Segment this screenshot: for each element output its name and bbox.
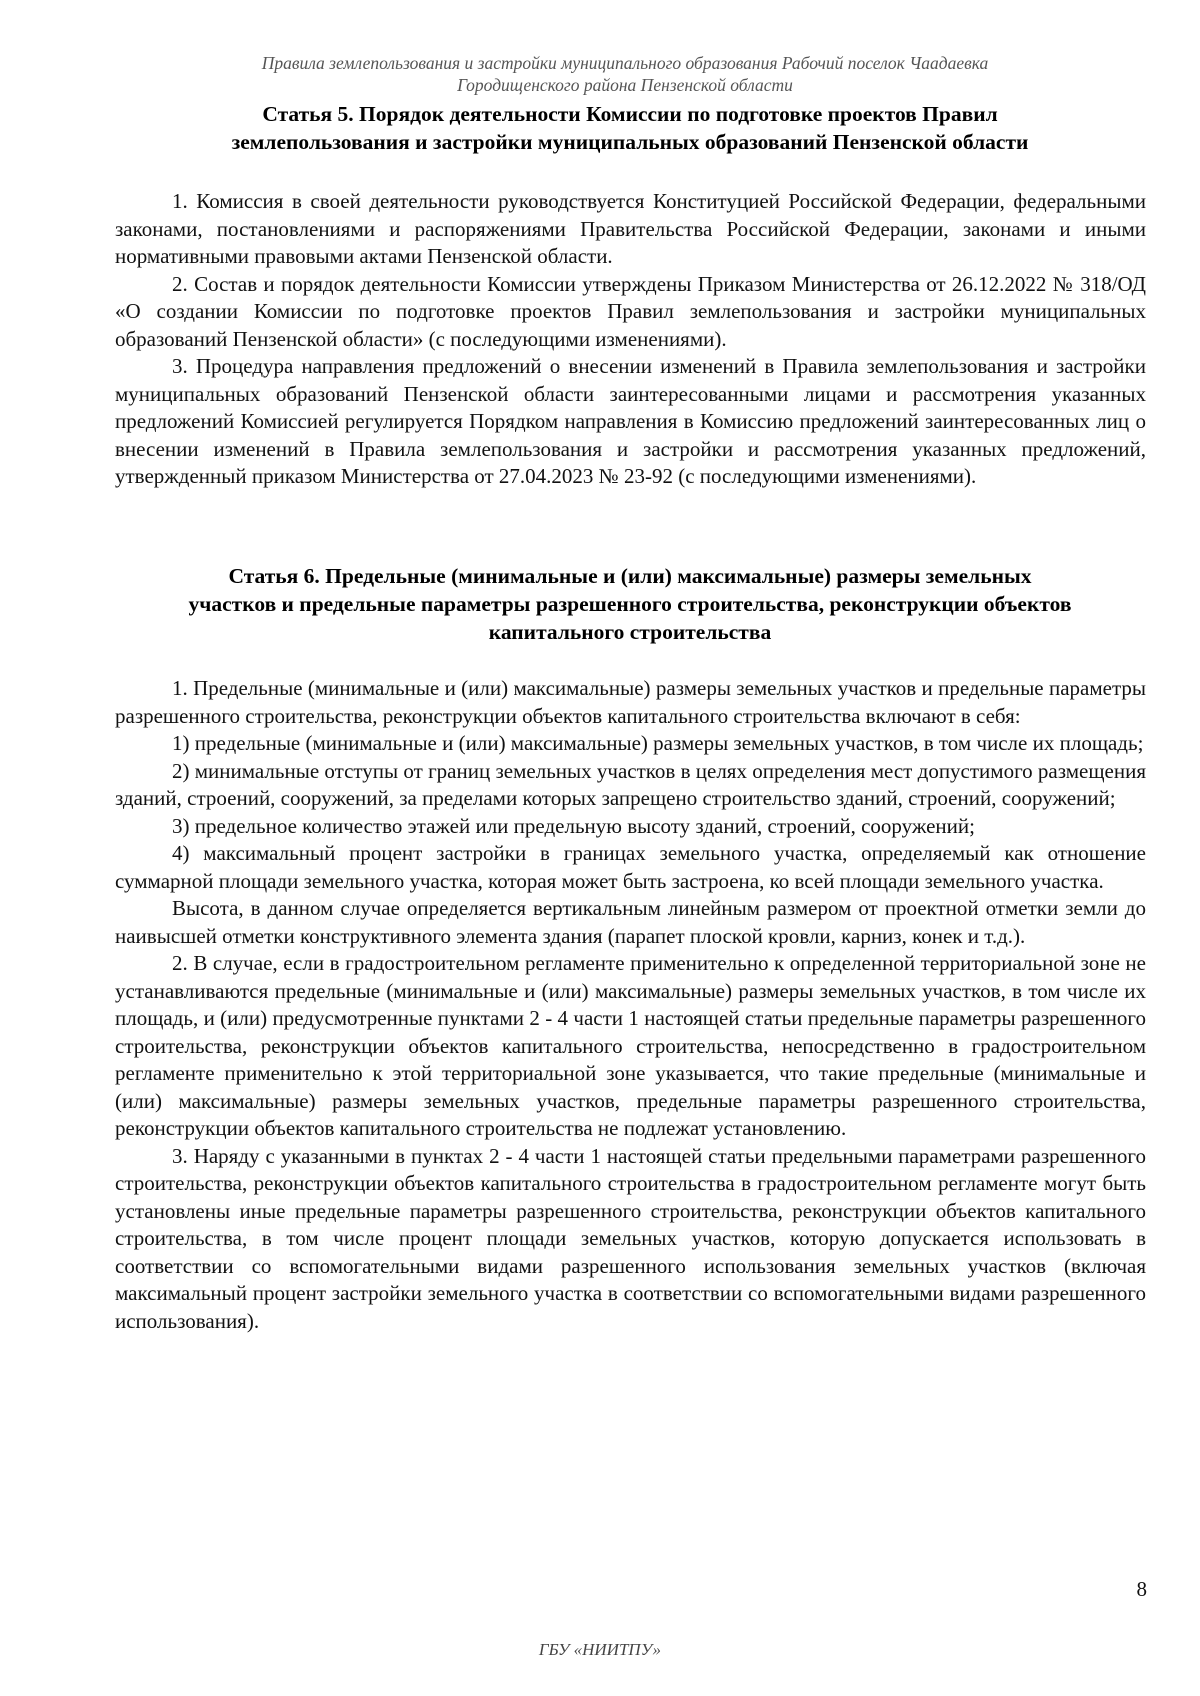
paragraph: 2. Состав и порядок деятельности Комиссии утверждены Приказом Министерства от 26.12.2022 № 318/ОД «О создании Комиссии по подготовке проектов Правил землепользования и застройки муниципальных образований Пензенской области» (с последующими изменениями). <box>115 271 1146 351</box>
list-item: 2) минимальные отступы от границ земельных участков в целях определения мест допустимого размещения зданий, строений, сооружений, за пределами которых запрещено строительство зданий, строений, сооружений; <box>115 758 1146 810</box>
running-footer: ГБУ «НИИТПУ» <box>538 1640 662 1659</box>
article-5-title-line-1: Статья 5. Порядок деятельности Комиссии по подготовке проектов Правил <box>262 102 998 126</box>
running-header <box>150 52 1100 96</box>
article-6-title <box>115 562 1145 646</box>
paragraph: 3. Процедура направления предложений о внесении изменений в Правила землепользования и застройки муниципальных образований Пензенской области заинтересованными лицами и рассмотрения указанных предложений Комиссией регулируется Порядком направления в Комиссию предложений заинтересованных лиц о внесении изменений в Правила землепользования и застройки и рассмотрения указанных предложений, утвержденный приказом Министерства от 27.04.2023 № 23-92 (с последующими изменениями). <box>115 354 1146 488</box>
list-item: 1) предельные (минимальные и (или) максимальные) размеры земельных участков, в том числе их площадь; <box>172 731 1144 755</box>
paragraph: 3. Наряду с указанными в пунктах 2 - 4 части 1 настоящей статьи предельными параметрами разрешенного строительства, реконструкции объектов капитального строительства в градостроительном регламенте могут быть установлены иные предельные параметры разрешенного строительства, реконструкции объектов капитального строительства, в том числе процент площади земельных участков, которую допускается использовать в соответствии со вспомогательными видами разрешенного использования земельных участков (включая максимальный процент застройки земельного участка в соответствии со вспомогательными видами разрешенного использования). <box>115 1143 1146 1333</box>
running-header-line-2: Городищенского района Пензенской области <box>457 75 793 95</box>
paragraph: 1. Комиссия в своей деятельности руководствуется Конституцией Российской Федерации, федеральными законами, постановлениями и распоряжениями Правительства Российской Федерации, законами и иными нормативными правовыми актами Пензенской области. <box>115 189 1146 268</box>
paragraph: 1. Предельные (минимальные и (или) максимальные) размеры земельных участков и предельные параметры разрешенного строительства, реконструкции объектов капитального строительства включают в себя: <box>115 676 1146 728</box>
paragraph: Высота, в данном случае определяется вертикальным линейным размером от проектной отметки земли до наивысшей отметки конструктивного элемента здания (парапет плоской кровли, карниз, конек и т.д.). <box>115 896 1146 948</box>
paragraph: 2. В случае, если в градостроительном регламенте применительно к определенной территориальной зоне не устанавливаются предельные (минимальные и (или) максимальные) размеры земельных участков, в том числе их площадь, и (или) предусмотренные пунктами 2 - 4 части 1 настоящей статьи предельные параметры разрешенного строительства, реконструкции объектов капитального строительства, непосредственно в градостроительном регламенте применительно к этой территориальной зоне указывается, что такие предельные (минимальные и (или) максимальные) размеры земельных участков, предельные параметры разрешенного строительства, реконструкции объектов капитального строительства не подлежат установлению. <box>115 951 1146 1140</box>
list-item: 4) максимальный процент застройки в границах земельного участка, определяемый как отношение суммарной площади земельного участка, которая может быть застроена, ко всей площади земельного участка. <box>115 841 1146 893</box>
list-item: 3) предельное количество этажей или предельную высоту зданий, строений, сооружений; <box>172 813 975 838</box>
article-5-body <box>115 188 1146 491</box>
page-number: 8 <box>1136 1577 1147 1601</box>
article-5-title-line-2: землепользования и застройки муниципальных образований Пензенской области <box>231 130 1029 154</box>
article-5-title <box>115 100 1145 156</box>
running-header-line-1: Правила землепользования и застройки муниципального образования Рабочий поселок Чаадаевка <box>261 53 989 73</box>
article-6-body <box>115 675 1146 1335</box>
article-6-title-line-2: участков и предельные параметры разрешенного строительства, реконструкции объектов <box>188 592 1072 616</box>
article-6-title-line-3: капитального строительства <box>488 620 772 644</box>
article-6-title-line-1: Статья 6. Предельные (минимальные и (или) максимальные) размеры земельных <box>228 564 1032 588</box>
